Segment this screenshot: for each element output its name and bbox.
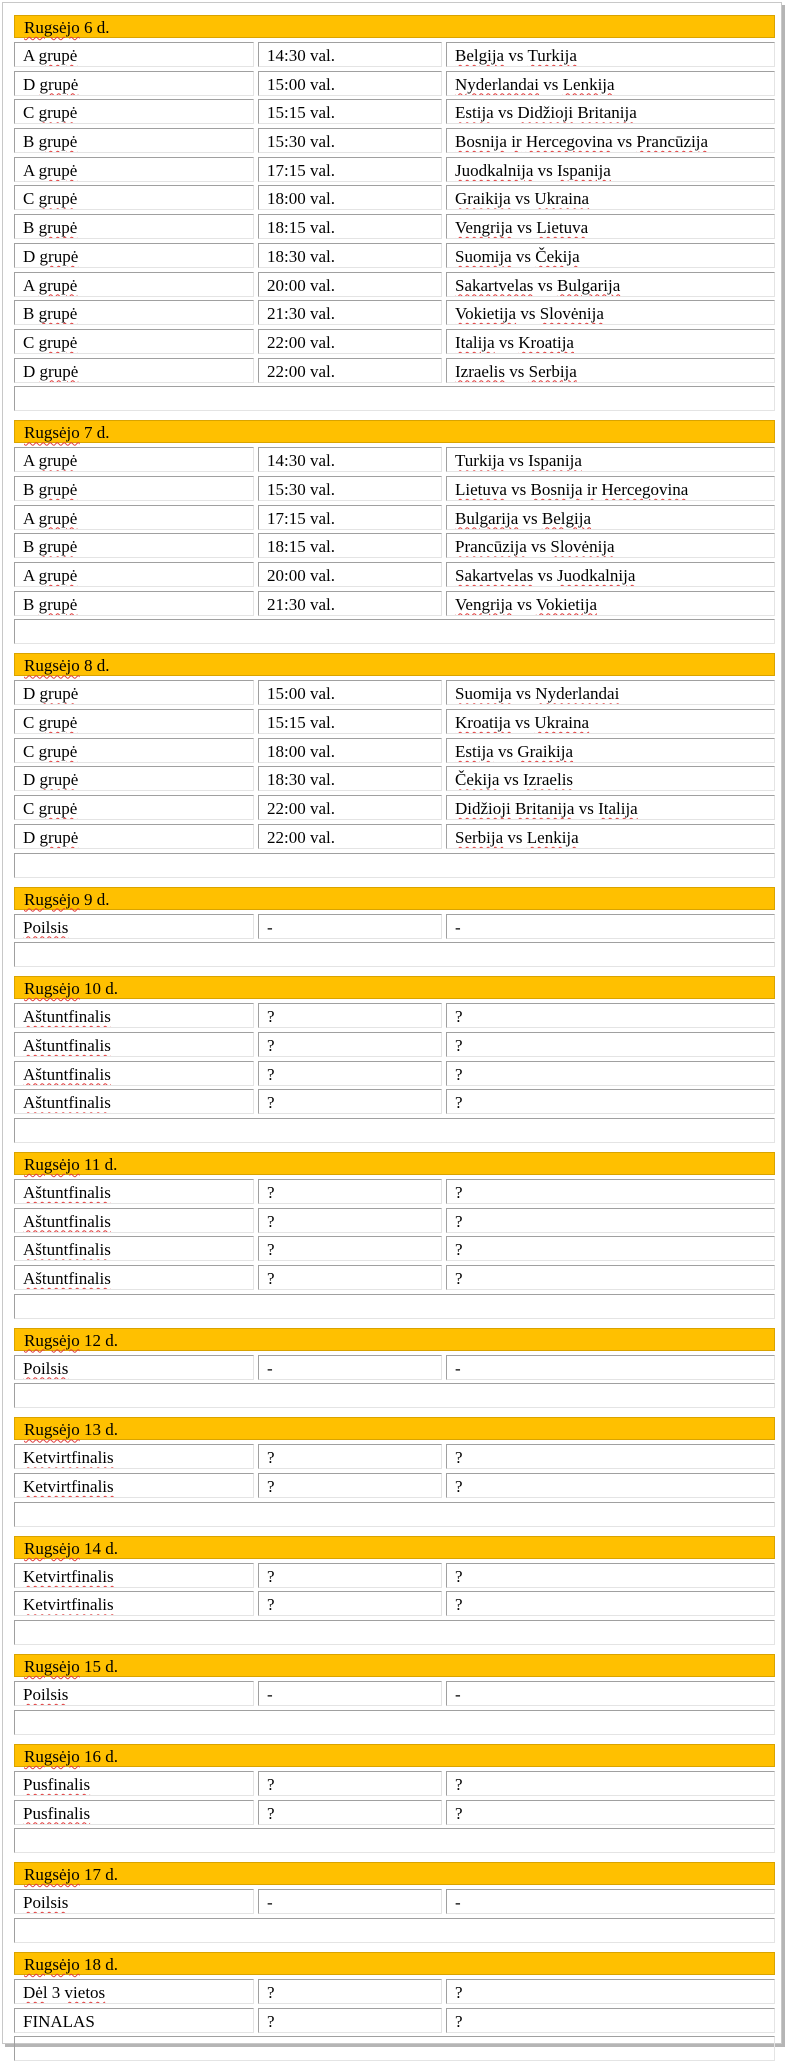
day-section <box>14 653 775 877</box>
stage-cell: B grupė <box>14 300 254 325</box>
time-cell: ? <box>258 1979 442 2004</box>
time-cell: ? <box>258 1061 442 1086</box>
day-section <box>14 976 775 1143</box>
stage-cell: D grupė <box>14 680 254 705</box>
empty-row <box>14 1118 775 1143</box>
match-cell: ? <box>446 1444 775 1469</box>
match-cell: ? <box>446 1800 775 1825</box>
day-header: Rugsėjo 12 d. <box>14 1328 775 1351</box>
table-row <box>14 71 775 100</box>
match-cell: ? <box>446 1089 775 1114</box>
time-cell: 22:00 val. <box>258 795 442 820</box>
day-header: Rugsėjo 8 d. <box>14 653 775 676</box>
stage-cell: B grupė <box>14 128 254 153</box>
match-cell: ? <box>446 1032 775 1057</box>
match-cell: Bosnija ir Hercegovina vs Prancūzija <box>446 128 775 153</box>
stage-cell: B grupė <box>14 214 254 239</box>
day-section <box>14 1328 775 1409</box>
time-cell: 22:00 val. <box>258 358 442 383</box>
match-cell: Prancūzija vs Slovėnija <box>446 533 775 558</box>
time-cell: 15:00 val. <box>258 71 442 96</box>
stage-cell: Ketvirtfinalis <box>14 1444 254 1469</box>
day-header: Rugsėjo 14 d. <box>14 1536 775 1559</box>
stage-cell: B grupė <box>14 476 254 501</box>
match-cell: ? <box>446 1265 775 1290</box>
empty-row <box>14 1918 775 1943</box>
table-row <box>14 358 775 387</box>
time-cell: ? <box>258 1208 442 1233</box>
empty-row <box>14 1294 775 1319</box>
stage-cell: Aštuntfinalis <box>14 1236 254 1261</box>
empty-row <box>14 386 775 411</box>
time-cell: 17:15 val. <box>258 505 442 530</box>
match-cell: Sakartvelas vs Bulgarija <box>446 272 775 297</box>
table-row <box>14 1208 775 1237</box>
table-row <box>14 1563 775 1592</box>
stage-cell: C grupė <box>14 738 254 763</box>
empty-row <box>14 1620 775 1645</box>
table-row <box>14 1032 775 1061</box>
table-row <box>14 99 775 128</box>
time-cell: ? <box>258 1473 442 1498</box>
stage-cell: A grupė <box>14 272 254 297</box>
day-header: Rugsėjo 11 d. <box>14 1152 775 1175</box>
stage-cell: A grupė <box>14 157 254 182</box>
time-cell: ? <box>258 1444 442 1469</box>
table-row <box>14 1089 775 1118</box>
stage-cell: Pusfinalis <box>14 1771 254 1796</box>
time-cell: ? <box>258 1771 442 1796</box>
stage-cell: C grupė <box>14 795 254 820</box>
day-header: Rugsėjo 7 d. <box>14 420 775 443</box>
table-row <box>14 1771 775 1800</box>
day-header: Rugsėjo 13 d. <box>14 1417 775 1440</box>
match-cell: Juodkalnija vs Ispanija <box>446 157 775 182</box>
empty-row <box>14 853 775 878</box>
match-cell: ? <box>446 1003 775 1028</box>
time-cell: ? <box>258 1800 442 1825</box>
match-cell: ? <box>446 1979 775 2004</box>
table-row <box>14 1236 775 1265</box>
table-row <box>14 157 775 186</box>
match-cell: - <box>446 1889 775 1914</box>
table-row <box>14 128 775 157</box>
match-cell: Sakartvelas vs Juodkalnija <box>446 562 775 587</box>
table-row <box>14 533 775 562</box>
day-section <box>14 1654 775 1735</box>
empty-row <box>14 1828 775 1853</box>
stage-cell: D grupė <box>14 243 254 268</box>
table-row <box>14 562 775 591</box>
time-cell: - <box>258 914 442 939</box>
match-cell: Nyderlandai vs Lenkija <box>446 71 775 96</box>
day-header: Rugsėjo 16 d. <box>14 1744 775 1767</box>
stage-cell: D grupė <box>14 824 254 849</box>
time-cell: ? <box>258 1179 442 1204</box>
time-cell: 21:30 val. <box>258 300 442 325</box>
stage-cell: Poilsis <box>14 1889 254 1914</box>
stage-cell: Aštuntfinalis <box>14 1003 254 1028</box>
stage-cell: C grupė <box>14 709 254 734</box>
document-page <box>2 2 782 2044</box>
time-cell: 20:00 val. <box>258 272 442 297</box>
match-cell: Izraelis vs Serbija <box>446 358 775 383</box>
stage-cell: A grupė <box>14 42 254 67</box>
day-header: Rugsėjo 18 d. <box>14 1952 775 1975</box>
table-row <box>14 243 775 272</box>
time-cell: - <box>258 1355 442 1380</box>
table-row <box>14 1179 775 1208</box>
match-cell: Vengrija vs Lietuva <box>446 214 775 239</box>
match-cell: Estija vs Didžioji Britanija <box>446 99 775 124</box>
match-cell: Italija vs Kroatija <box>446 329 775 354</box>
stage-cell: Ketvirtfinalis <box>14 1473 254 1498</box>
stage-cell: FINALAS <box>14 2008 254 2033</box>
stage-cell: A grupė <box>14 505 254 530</box>
time-cell: 22:00 val. <box>258 329 442 354</box>
empty-row <box>14 1710 775 1735</box>
table-row <box>14 1444 775 1473</box>
stage-cell: B grupė <box>14 591 254 616</box>
table-row <box>14 1591 775 1620</box>
match-cell: - <box>446 1355 775 1380</box>
time-cell: 18:30 val. <box>258 766 442 791</box>
stage-cell: D grupė <box>14 766 254 791</box>
table-row <box>14 591 775 620</box>
stage-cell: Dėl 3 vietos <box>14 1979 254 2004</box>
match-cell: ? <box>446 1208 775 1233</box>
table-row <box>14 1061 775 1090</box>
time-cell: ? <box>258 1032 442 1057</box>
day-section <box>14 1862 775 1943</box>
table-row <box>14 766 775 795</box>
time-cell: 14:30 val. <box>258 447 442 472</box>
stage-cell: Poilsis <box>14 1681 254 1706</box>
time-cell: 18:15 val. <box>258 214 442 239</box>
day-header: Rugsėjo 17 d. <box>14 1862 775 1885</box>
time-cell: ? <box>258 1236 442 1261</box>
match-cell: Bulgarija vs Belgija <box>446 505 775 530</box>
table-row <box>14 329 775 358</box>
empty-row <box>14 1502 775 1527</box>
stage-cell: C grupė <box>14 99 254 124</box>
table-row <box>14 476 775 505</box>
table-row <box>14 1265 775 1294</box>
stage-cell: D grupė <box>14 358 254 383</box>
time-cell: 15:30 val. <box>258 128 442 153</box>
day-section <box>14 1536 775 1645</box>
table-row <box>14 738 775 767</box>
stage-cell: Aštuntfinalis <box>14 1265 254 1290</box>
time-cell: 17:15 val. <box>258 157 442 182</box>
stage-cell: A grupė <box>14 562 254 587</box>
table-row <box>14 1355 775 1384</box>
stage-cell: Aštuntfinalis <box>14 1208 254 1233</box>
stage-cell: Aštuntfinalis <box>14 1179 254 1204</box>
table-row <box>14 824 775 853</box>
empty-row <box>14 1383 775 1408</box>
day-section <box>14 420 775 644</box>
match-cell: Suomija vs Čekija <box>446 243 775 268</box>
time-cell: 15:15 val. <box>258 709 442 734</box>
day-header: Rugsėjo 9 d. <box>14 887 775 910</box>
day-section <box>14 1417 775 1526</box>
table-row <box>14 2008 775 2037</box>
time-cell: 22:00 val. <box>258 824 442 849</box>
match-cell: - <box>446 914 775 939</box>
stage-cell: C grupė <box>14 185 254 210</box>
day-header: Rugsėjo 10 d. <box>14 976 775 999</box>
empty-row <box>14 619 775 644</box>
match-cell: Estija vs Graikija <box>446 738 775 763</box>
time-cell: - <box>258 1681 442 1706</box>
match-cell: ? <box>446 1591 775 1616</box>
time-cell: ? <box>258 1003 442 1028</box>
time-cell: 18:30 val. <box>258 243 442 268</box>
match-cell: Kroatija vs Ukraina <box>446 709 775 734</box>
match-cell: Vengrija vs Vokietija <box>446 591 775 616</box>
time-cell: ? <box>258 1089 442 1114</box>
time-cell: - <box>258 1889 442 1914</box>
match-cell: ? <box>446 1473 775 1498</box>
time-cell: ? <box>258 1265 442 1290</box>
table-row <box>14 709 775 738</box>
time-cell: 21:30 val. <box>258 591 442 616</box>
time-cell: ? <box>258 1563 442 1588</box>
day-section <box>14 1152 775 1319</box>
time-cell: 15:30 val. <box>258 476 442 501</box>
time-cell: ? <box>258 2008 442 2033</box>
table-row <box>14 1003 775 1032</box>
match-cell: ? <box>446 1563 775 1588</box>
table-row <box>14 1681 775 1710</box>
stage-cell: Poilsis <box>14 914 254 939</box>
time-cell: 15:15 val. <box>258 99 442 124</box>
stage-cell: Ketvirtfinalis <box>14 1591 254 1616</box>
table-row <box>14 300 775 329</box>
table-row <box>14 214 775 243</box>
match-cell: Serbija vs Lenkija <box>446 824 775 849</box>
match-cell: Turkija vs Ispanija <box>446 447 775 472</box>
table-row <box>14 42 775 71</box>
match-cell: - <box>446 1681 775 1706</box>
empty-row <box>14 942 775 967</box>
match-cell: ? <box>446 1771 775 1796</box>
match-cell: Čekija vs Izraelis <box>446 766 775 791</box>
match-cell: Lietuva vs Bosnija ir Hercegovina <box>446 476 775 501</box>
match-cell: Didžioji Britanija vs Italija <box>446 795 775 820</box>
time-cell: 15:00 val. <box>258 680 442 705</box>
table-row <box>14 185 775 214</box>
time-cell: 18:00 val. <box>258 738 442 763</box>
match-cell: Vokietija vs Slovėnija <box>446 300 775 325</box>
match-cell: ? <box>446 1061 775 1086</box>
match-cell: Graikija vs Ukraina <box>446 185 775 210</box>
time-cell: 14:30 val. <box>258 42 442 67</box>
table-row <box>14 680 775 709</box>
stage-cell: Poilsis <box>14 1355 254 1380</box>
stage-cell: B grupė <box>14 533 254 558</box>
day-header: Rugsėjo 6 d. <box>14 15 775 38</box>
stage-cell: Aštuntfinalis <box>14 1089 254 1114</box>
table-row <box>14 1473 775 1502</box>
match-cell: ? <box>446 2008 775 2033</box>
time-cell: 18:00 val. <box>258 185 442 210</box>
table-row <box>14 1800 775 1829</box>
stage-cell: Pusfinalis <box>14 1800 254 1825</box>
stage-cell: C grupė <box>14 329 254 354</box>
stage-cell: A grupė <box>14 447 254 472</box>
stage-cell: Aštuntfinalis <box>14 1032 254 1057</box>
stage-cell: Aštuntfinalis <box>14 1061 254 1086</box>
table-row <box>14 1979 775 2008</box>
table-row <box>14 914 775 943</box>
time-cell: 20:00 val. <box>258 562 442 587</box>
day-section <box>14 15 775 411</box>
match-cell: ? <box>446 1236 775 1261</box>
match-cell: ? <box>446 1179 775 1204</box>
table-row <box>14 1889 775 1918</box>
table-row <box>14 505 775 534</box>
day-section <box>14 1744 775 1853</box>
match-cell: Belgija vs Turkija <box>446 42 775 67</box>
day-header: Rugsėjo 15 d. <box>14 1654 775 1677</box>
time-cell: ? <box>258 1591 442 1616</box>
table-row <box>14 447 775 476</box>
stage-cell: Ketvirtfinalis <box>14 1563 254 1588</box>
match-schedule <box>14 15 775 2070</box>
day-section <box>14 1952 775 2061</box>
match-cell: Suomija vs Nyderlandai <box>446 680 775 705</box>
day-section <box>14 887 775 968</box>
empty-row <box>14 2036 775 2061</box>
time-cell: 18:15 val. <box>258 533 442 558</box>
table-row <box>14 795 775 824</box>
table-row <box>14 272 775 301</box>
stage-cell: D grupė <box>14 71 254 96</box>
